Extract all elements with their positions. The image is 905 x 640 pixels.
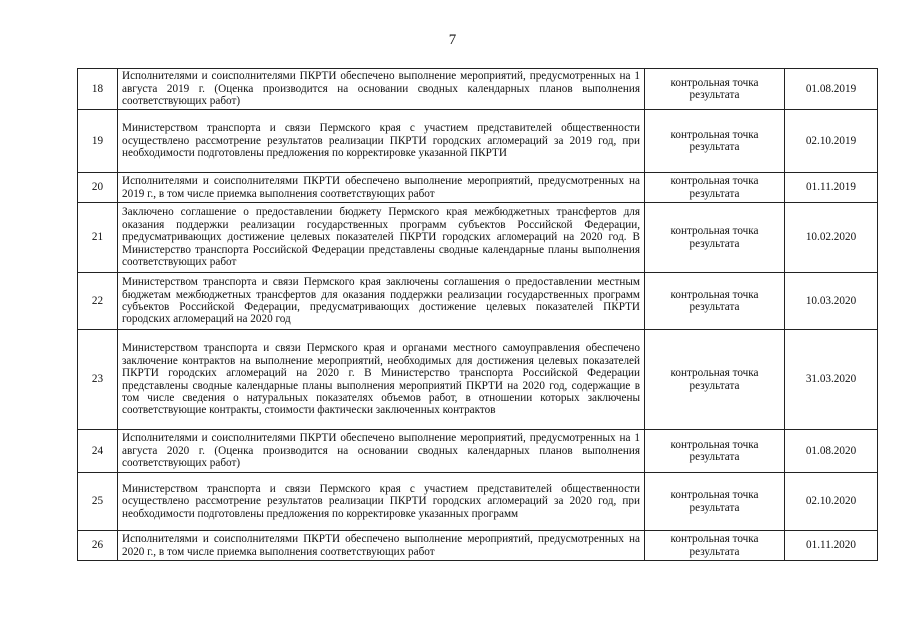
table-row xyxy=(78,531,878,561)
row-number: 26 xyxy=(78,531,118,561)
row-date: 10.03.2020 xyxy=(785,273,878,330)
row-date: 31.03.2020 xyxy=(785,330,878,430)
row-number: 22 xyxy=(78,273,118,330)
row-type: контрольная точка результата xyxy=(645,69,785,110)
row-description: Министерством транспорта и связи Пермского края заключены соглашения о предоставлении местным бюджетам межбюджетных трансфертов для оказания поддержки реализации государственных программ субъектов Российской Федерации, предусматривающих достижение целевых показателей ПКРТИ городских агломераций на 2020 год xyxy=(118,273,645,330)
row-type: контрольная точка результата xyxy=(645,473,785,531)
row-type: контрольная точка результата xyxy=(645,110,785,173)
row-type: контрольная точка результата xyxy=(645,203,785,273)
control-points-table xyxy=(77,68,878,561)
table-row xyxy=(78,173,878,203)
row-type: контрольная точка результата xyxy=(645,430,785,473)
row-date: 02.10.2019 xyxy=(785,110,878,173)
row-number: 24 xyxy=(78,430,118,473)
row-date: 01.11.2020 xyxy=(785,531,878,561)
row-date: 10.02.2020 xyxy=(785,203,878,273)
row-number: 25 xyxy=(78,473,118,531)
page-number: 7 xyxy=(448,32,457,48)
row-description: Заключено соглашение о предоставлении бюджету Пермского края межбюджетных трансфертов для оказания поддержки реализации государственных программ субъектов Российской Федерации, предусматривающих достижение целевых показателей ПКРТИ городских агломераций на 2020 год. В Министерство транспорта Российской Федерации представлены сводные календарные планы выполнения соответствующих работ xyxy=(118,203,645,273)
row-description: Исполнителями и соисполнителями ПКРТИ обеспечено выполнение мероприятий, предусмотренных на 2020 г., в том числе приемка выполнения соответствующих работ xyxy=(118,531,645,561)
table-row xyxy=(78,273,878,330)
row-number: 21 xyxy=(78,203,118,273)
row-date: 01.11.2019 xyxy=(785,173,878,203)
table-row xyxy=(78,330,878,430)
table-row xyxy=(78,203,878,273)
row-date: 01.08.2020 xyxy=(785,430,878,473)
row-description: Исполнителями и соисполнителями ПКРТИ обеспечено выполнение мероприятий, предусмотренных на 2019 г., в том числе приемка выполнения соответствующих работ xyxy=(118,173,645,203)
row-date: 02.10.2020 xyxy=(785,473,878,531)
row-number: 23 xyxy=(78,330,118,430)
row-type: контрольная точка результата xyxy=(645,173,785,203)
table-row xyxy=(78,430,878,473)
row-number: 18 xyxy=(78,69,118,110)
row-description: Министерством транспорта и связи Пермского края с участием представителей общественности осуществлено рассмотрение результатов реализации ПКРТИ городских агломераций за 2020 год, при необходимости подготовлены предложения по корректировке указанных программ xyxy=(118,473,645,531)
table-row xyxy=(78,473,878,531)
row-number: 20 xyxy=(78,173,118,203)
row-date: 01.08.2019 xyxy=(785,69,878,110)
row-description: Министерством транспорта и связи Пермского края с участием представителей общественности осуществлено рассмотрение результатов реализации ПКРТИ городских агломераций за 2019 год, при необходимости подготовлены предложения по корректировке указанной ПКРТИ xyxy=(118,110,645,173)
row-description: Министерством транспорта и связи Пермского края и органами местного самоуправления обеспечено заключение контрактов на выполнение мероприятий, необходимых для достижения целевых показателей ПКРТИ городских агломераций на 2020 г. В Министерство транспорта Российской Федерации представлены сводные календарные планы выполнения мероприятий ПКРТИ на 2020 год, содержащие в том числе сведения о натуральных показателях объемов работ, в отношении которых заключены соответствующие контракты, стоимости фактически заключенных контрактов xyxy=(118,330,645,430)
table-row xyxy=(78,69,878,110)
row-description: Исполнителями и соисполнителями ПКРТИ обеспечено выполнение мероприятий, предусмотренных на 1 августа 2020 г. (Оценка производится на основании сводных календарных планов выполнения соответствующих работ) xyxy=(118,430,645,473)
row-type: контрольная точка результата xyxy=(645,330,785,430)
row-type: контрольная точка результата xyxy=(645,273,785,330)
row-description: Исполнителями и соисполнителями ПКРТИ обеспечено выполнение мероприятий, предусмотренных на 1 августа 2019 г. (Оценка производится на основании сводных календарных планов выполнения соответствующих работ) xyxy=(118,69,645,110)
table-row xyxy=(78,110,878,173)
row-type: контрольная точка результата xyxy=(645,531,785,561)
row-number: 19 xyxy=(78,110,118,173)
